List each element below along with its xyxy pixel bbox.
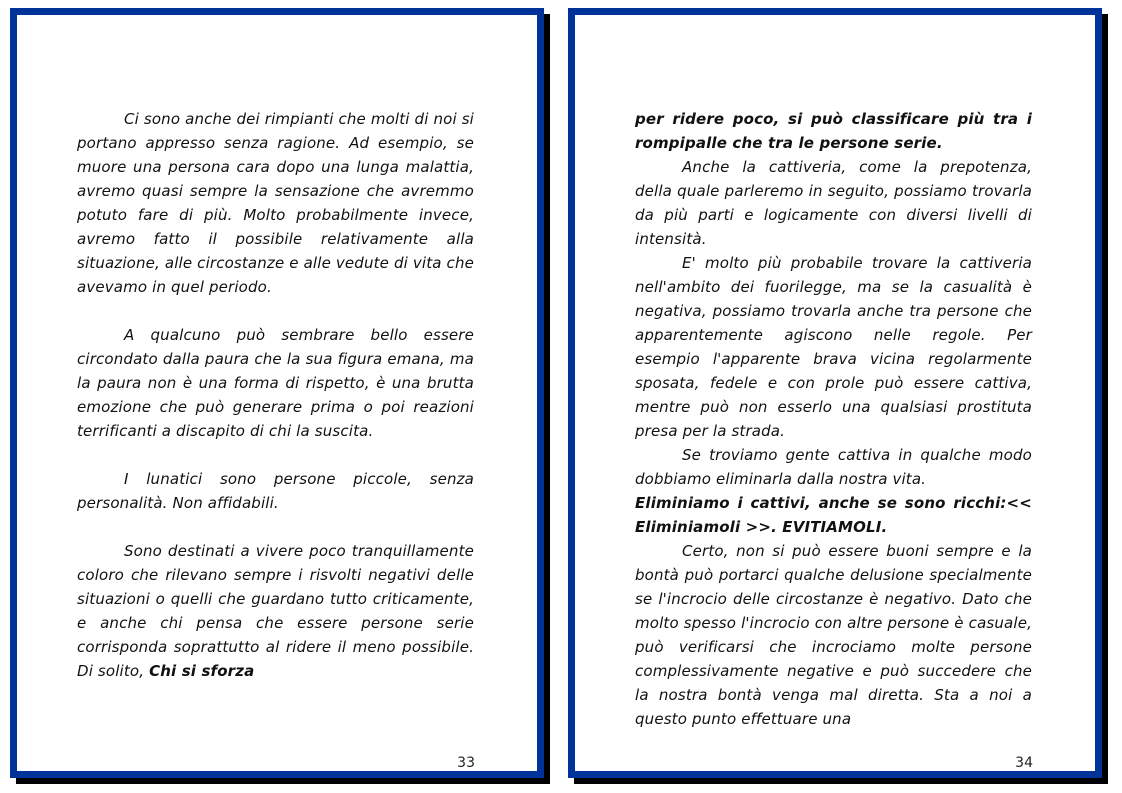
right-page-text (635, 107, 1032, 731)
right-page (568, 8, 1102, 778)
paragraph-paura: A qualcuno può sembrare bello essere circondato dalla paura che la sua figura emana, ma la paura non è una forma di rispetto, è una brutta emozione che può generare prima o poi reazioni terrificanti a discapito di chi la suscita. (77, 326, 474, 440)
page-number-right: 34 (1015, 755, 1033, 771)
paragraph-lunatici: I lunatici sono persone piccole, senza personalità. Non affidabili. (77, 470, 474, 512)
paragraph-fuorilegge: E' molto più probabile trovare la cattiveria nell'ambito dei fuorilegge, ma se la casualità è negativa, possiamo trovarla anche tra persone che apparentemente agiscono nelle regole. Per esempio l'apparente brava vicina regolarmente sposata, fedele e con prole può essere cattiva, mentre può non esserlo una qualsiasi prostituta presa per la strada. (635, 254, 1032, 440)
paragraph-rimpianti: Ci sono anche dei rimpianti che molti di noi si portano appresso senza ragione. Ad esempio, se muore una persona cara dopo una lunga malattia, avremo quasi sempre la sensazione che avremmo potuto fare di più. Molto probabilmente invece, avremo fatto il possibile relativamente alla situazione, alle circostanze e alle vedute di vita che avevamo in quel periodo. (77, 110, 474, 296)
left-page-text (77, 107, 474, 683)
paragraph-bonta: Certo, non si può essere buoni sempre e la bontà può portarci qualche delusione specialmente se l'incrocio delle circostanze è negativo. Dato che molto spesso l'incrocio con altre persone è casuale, può verificarsi che incrociamo molte persone complessivamente negative e può succedere che la nostra bontà venga mal diretta. Sta a noi a questo punto effettuare una (635, 542, 1032, 728)
paragraph-tranquillamente (77, 539, 474, 683)
paragraph-eliminiamo: Eliminiamo i cattivi, anche se sono ricchi:<< Eliminiamoli >>. EVITIAMOLI. (635, 494, 1032, 536)
left-page (10, 8, 544, 778)
paragraph-tranquillamente-text: Sono destinati a vivere poco tranquillamente coloro che rilevano sempre i risvolti negativi delle situazioni o quelli che guardano tutto criticamente, e anche chi pensa che essere persone serie corrisponda soprattutto al ridere il meno possibile. Di solito, (77, 542, 474, 680)
page-number-left: 33 (457, 755, 475, 771)
paragraph-tranquillamente-bold: Chi si sforza (149, 662, 255, 680)
paragraph-gente-cattiva: Se troviamo gente cattiva in qualche modo dobbiamo eliminarla dalla nostra vita. (635, 446, 1032, 488)
paragraph-cattiveria: Anche la cattiveria, come la prepotenza, della quale parleremo in seguito, possiamo trovarla da più parti e logicamente con diversi livelli di intensità. (635, 158, 1032, 248)
paragraph-ridere-continuation: per ridere poco, si può classificare più tra i rompipalle che tra le persone serie. (635, 110, 1032, 152)
